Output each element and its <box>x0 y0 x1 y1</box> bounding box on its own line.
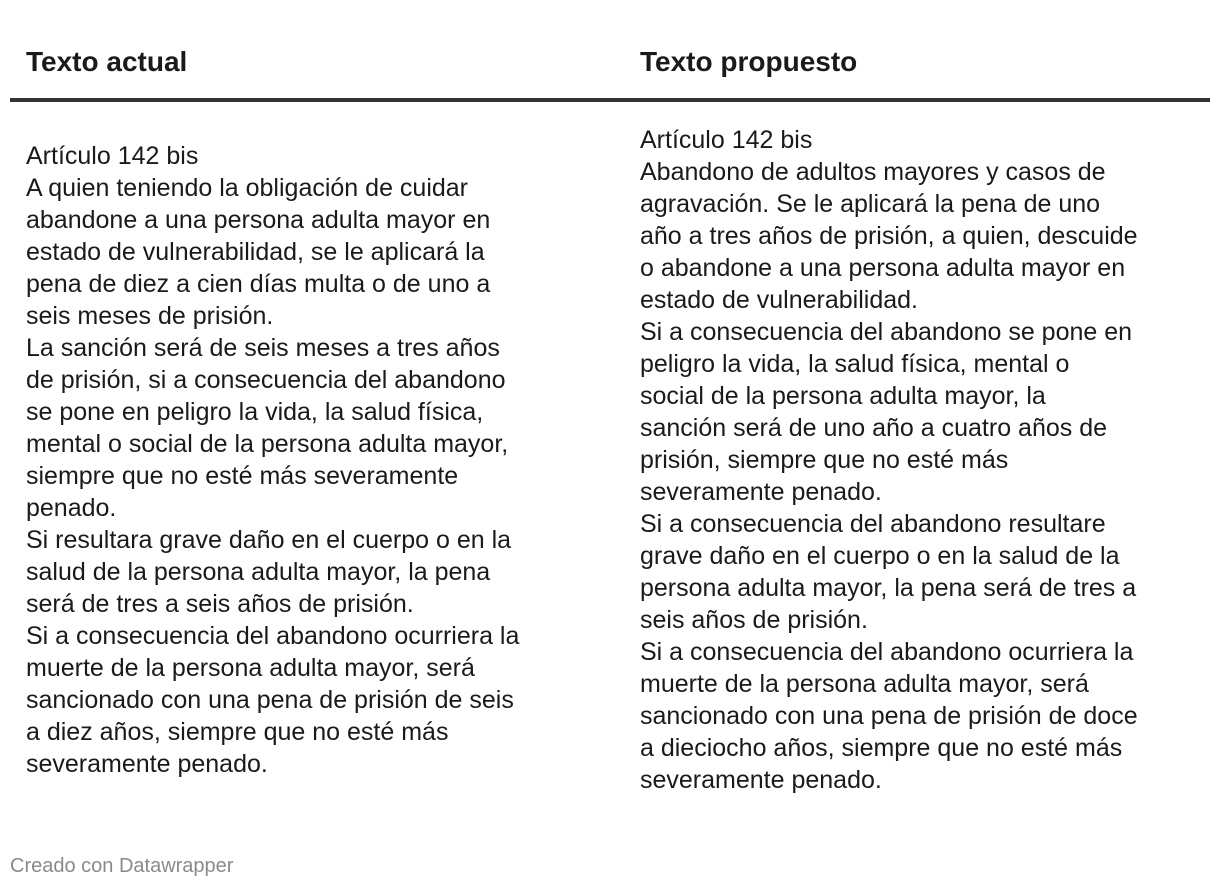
column-header-proposed: Texto propuesto <box>640 46 858 77</box>
proposed-paragraph: Abandono de adultos mayores y casos de agravación. Se le aplicará la pena de uno año a tres años de prisión, a quien, descuide o abandone a una persona adulta mayor en estado de vulnerabilidad. <box>640 158 1138 314</box>
current-paragraph: Si resultara grave daño en el cuerpo o en la salud de la persona adulta mayor, la pena será de tres a seis años de prisión. <box>26 526 512 618</box>
comparison-table <box>10 0 1210 822</box>
datawrapper-credit[interactable]: Creado con Datawrapper <box>10 855 234 877</box>
current-paragraph: Si a consecuencia del abandono ocurriera la muerte de la persona adulta mayor, será sancionado con una pena de prisión de seis a diez años, siempre que no esté más severamente penado. <box>26 622 520 778</box>
current-paragraph: A quien teniendo la obligación de cuidar abandone a una persona adulta mayor en estado de vulnerabilidad, se le aplicará la pena de diez a cien días multa o de uno a seis meses de prisión. <box>26 174 491 330</box>
column-header-current: Texto actual <box>26 46 188 77</box>
proposed-text-cell <box>640 124 1200 796</box>
proposed-paragraph: Si a consecuencia del abandono ocurriera la muerte de la persona adulta mayor, será sancionado con una pena de prisión de doce a dieciocho años, siempre que no esté más severamente penado. <box>640 638 1138 794</box>
current-paragraph: La sanción será de seis meses a tres años de prisión, si a consecuencia del abandono se pone en peligro la vida, la salud física, mental o social de la persona adulta mayor, siempre que no esté más severamente penado. <box>26 334 509 522</box>
proposed-paragraph: Si a consecuencia del abandono se pone en peligro la vida, la salud física, mental o social de la persona adulta mayor, la sanción será de uno año a cuatro años de prisión, siempre que no esté más severamente penado. <box>640 318 1133 506</box>
proposed-article-title: Artículo 142 bis <box>640 126 813 154</box>
table-row <box>10 102 1210 822</box>
table-header-row <box>10 0 1210 102</box>
proposed-paragraph: Si a consecuencia del abandono resultare grave daño en el cuerpo o en la salud de la persona adulta mayor, la pena será de tres a seis años de prisión. <box>640 510 1137 634</box>
current-text-cell <box>26 140 586 780</box>
current-article-title: Artículo 142 bis <box>26 142 199 170</box>
